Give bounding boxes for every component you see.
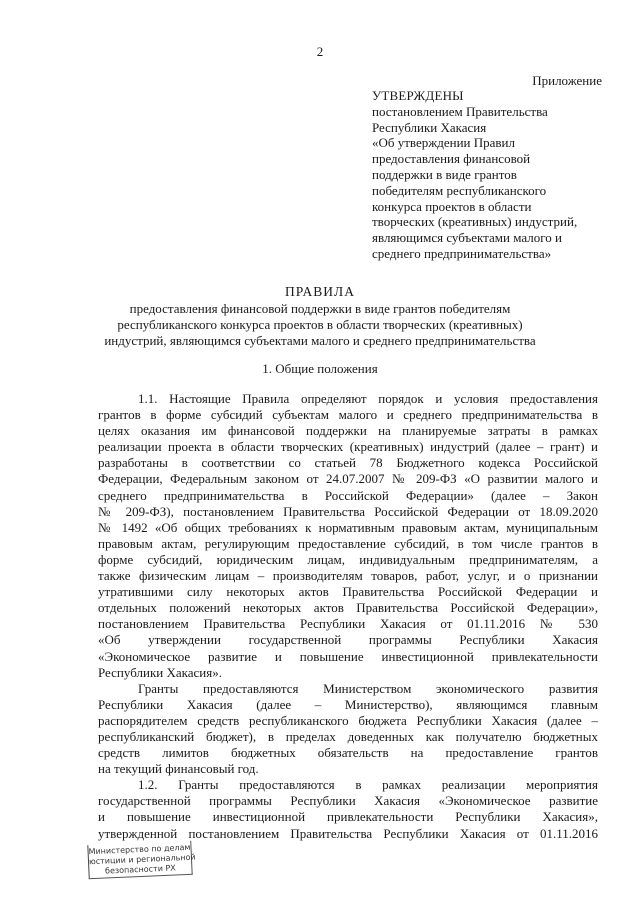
appendix-label: Приложение [532,73,602,88]
body-line: № 209-ФЗ), постановлением Правительства Российской Федерации от 18.09.2020 [98,503,598,519]
body-line: разработаны в соответствии со статьей 78 Бюджетного кодекса Российской [98,455,598,471]
body-line: отдельных положений некоторых актов Правительства Российской Федерации», [98,600,598,616]
body-line: реализации проекта в области творческих (креативных) индустрий (далее – грант) и [98,439,598,455]
body-line: «Об утверждении государственной программы Республики Хакасия [98,632,598,648]
approval-line: Республики Хакасия [372,119,487,135]
body-line: утратившими силу некоторых актов Правительства Российской Федерации и [98,584,598,600]
approval-line: конкурса проектов в области [372,198,532,214]
body-line: целях оказания им финансовой поддержки на планируемые затраты в рамках [98,423,598,439]
body-line: № 1492 «Об общих требованиях к нормативным правовым актам, муниципальным [98,519,598,535]
stamp-line: безопасности РХ [104,863,176,876]
body-line: Республики Хакасия». [98,664,222,680]
section-heading: 1. Общие положения [262,361,378,376]
body-line: и повышение инвестиционной привлекательности Республики Хакасия», [98,809,598,825]
body-text [98,391,598,842]
stamp-line: Министерство по делам [88,842,191,857]
body-line: Федерации, Федеральным законом от 24.07.2007 № 209-ФЗ «О развитии малого и [98,471,598,487]
body-line: правовым актам, регулирующим предоставление субсидий, в том числе грантов в [98,535,598,551]
body-line: утвержденной постановлением Правительства Республики Хакасия от 01.11.2016 [98,825,598,841]
body-line: 1.1. Настоящие Правила определяют порядок и условия предоставления [138,391,598,406]
page-number: 2 [316,44,324,59]
body-line: также физическим лицам – производителям товаров, работ, услуг, и о признании [98,568,598,584]
body-line: 1.2. Гранты предоставляются в рамках реализации мероприятия [138,777,598,793]
subtitle-line: индустрий, являющимся субъектами малого и среднего предпринимательства [104,333,536,348]
registration-stamp [87,841,196,880]
approval-line: победителям республиканского [372,182,547,198]
body-line: среднего предпринимательства в Российской Федерации» (далее – Закон [98,487,598,503]
approval-line: среднего предпринимательства» [372,245,552,261]
body-line: «Экономическое развитие и повышение инвестиционной привлекательности [98,648,598,664]
approval-line: являющимся субъектами малого и [372,230,562,246]
body-line: форме субсидий, юридическим лицам, индивидуальным предпринимателям, а [98,551,598,567]
body-line: постановлением Правительства Республики Хакасия от 01.11.2016 № 530 [98,616,598,632]
approval-line: постановлением Правительства [372,103,548,119]
subtitle-line: республиканского конкурса проектов в области творческих (креативных) [117,317,523,332]
document-title: ПРАВИЛА [285,284,355,299]
body-line: государственной программы Республики Хакасия «Экономическое развитие [98,793,598,809]
body-line: распорядителем средств республиканского бюджета Республики Хакасия (далее – [98,712,598,728]
stamp-line: юстиции и региональной [88,852,196,867]
approval-line: предоставления финансовой [372,151,531,167]
body-line: Республики Хакасия (далее – Министерство), являющимся главным [98,696,598,712]
approval-line: «Об утверждении Правил [372,135,515,151]
body-line: средств лимитов бюджетных обязательств на предоставление грантов [98,745,598,761]
approval-line: творческих (креативных) индустрий, [372,214,578,230]
subtitle-line: предоставления финансовой поддержки в виде грантов победителям [129,301,511,316]
document-subtitle [60,301,580,349]
approved-heading: УТВЕРЖДЕНЫ [372,88,464,103]
body-line: Гранты предоставляются Министерством экономического развития [138,680,598,696]
approval-line: поддержки в виде грантов [372,166,517,182]
body-line: грантов в форме субсидий субъектам малого и среднего предпринимательства в [98,407,598,423]
body-line: республиканский бюджет), в пределах доведенных как получателю бюджетных [98,728,598,744]
body-line: на текущий финансовый год. [98,761,259,777]
approval-block [372,88,612,262]
